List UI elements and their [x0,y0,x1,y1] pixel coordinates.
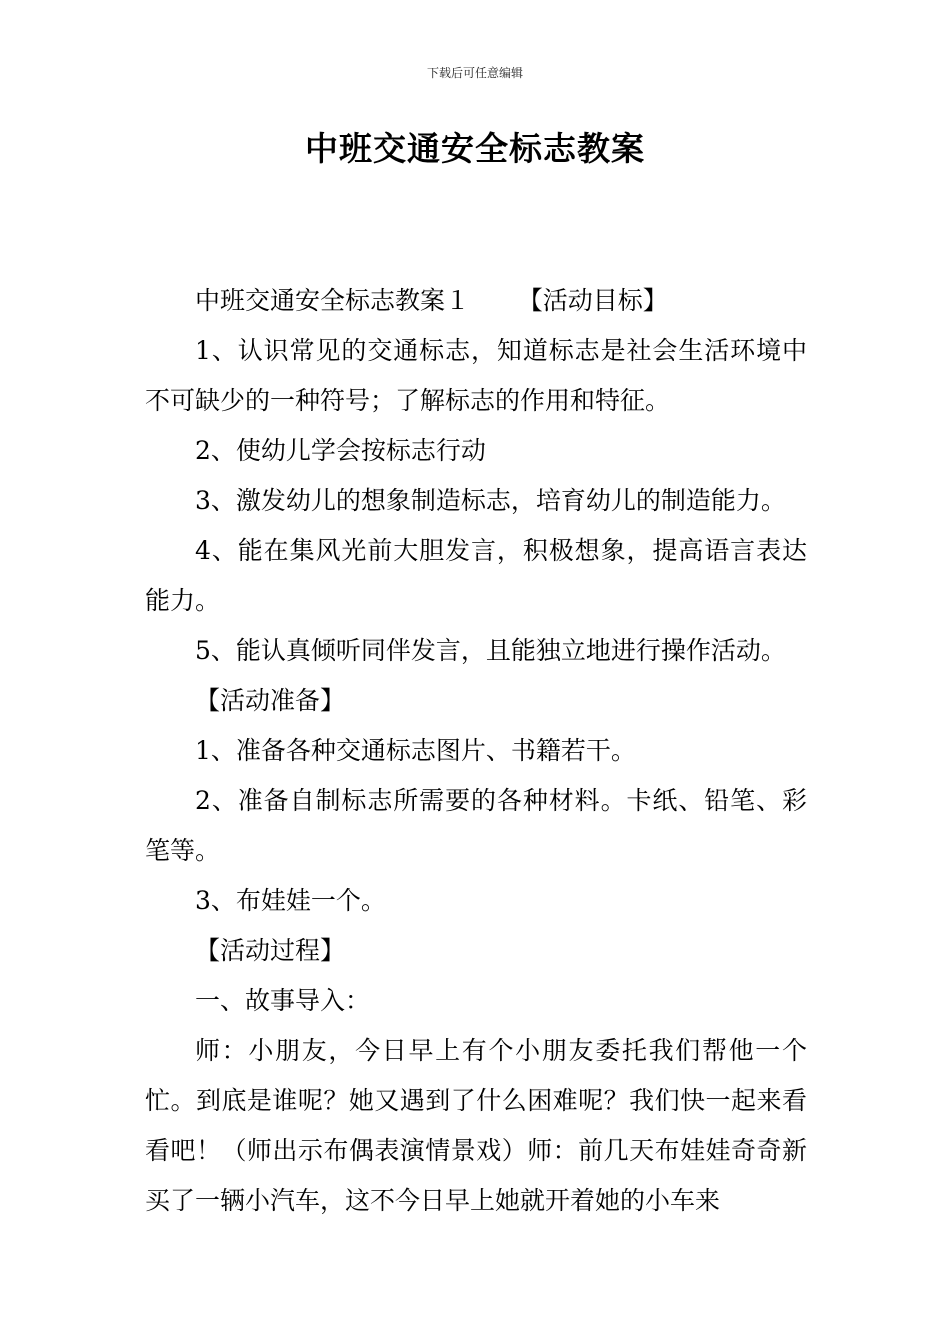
paragraph: 4、能在集风光前大胆发言，积极想象，提高语言表达能力。 [145,536,807,615]
paragraph: 3、布娃娃一个。 [195,886,386,915]
paragraph: 1、准备各种交通标志图片、书籍若干。 [195,736,636,765]
header-note: 下载后可任意编辑 [426,66,523,80]
paragraph: 一、故事导入： [195,986,371,1015]
section-heading-goals: 【活动目标】 [517,286,668,315]
paragraph: 1、认识常见的交通标志，知道标志是社会生活环境中不可缺少的一种符号；了解标志的作用和特征。 [145,336,807,415]
section-heading-process: 【活动过程】 [195,936,346,965]
paragraph: 2、使幼儿学会按标志行动 [195,436,486,465]
paragraph: 5、能认真倾听同伴发言，且能独立地进行操作活动。 [195,636,786,665]
document-body [145,276,807,1226]
paragraph: 3、激发幼儿的想象制造标志，培育幼儿的制造能力。 [195,486,786,515]
paragraph-first-line [145,276,807,326]
section-heading-preparation: 【活动准备】 [195,686,346,715]
paragraph: 2、准备自制标志所需要的各种材料。卡纸、铅笔、彩笔等。 [145,786,807,865]
paragraph: 师：小朋友，今日早上有个小朋友委托我们帮他一个忙。到底是谁呢？她又遇到了什么困难呢？我们快一起来看看吧！（师出示布偶表演情景戏）师：前几天布娃娃奇奇新买了一辆小汽车，这不今日早上她就开着她的小车来 [145,1036,807,1215]
lesson-subtitle: 中班交通安全标志教案１ [195,286,471,315]
document-title: 中班交通安全标志教案 [305,129,645,168]
